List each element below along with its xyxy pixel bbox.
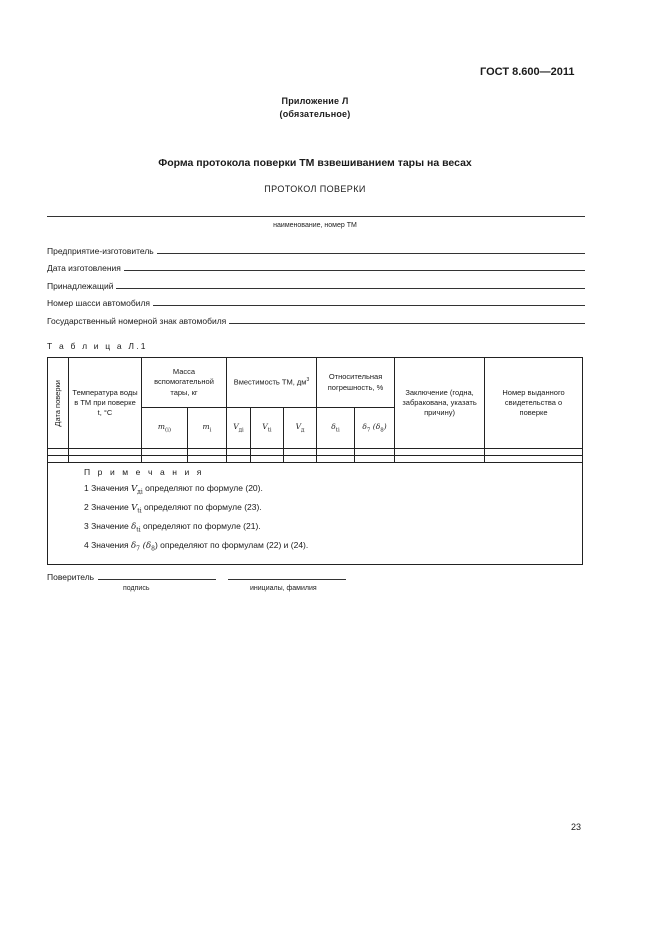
capacity-unit-sup: 3 [306, 377, 310, 384]
notes-cell [48, 463, 583, 565]
capacity-label: Вместимость ТМ, дм [233, 377, 307, 387]
symbol-d7: $\delta_7$ $(\delta_8)$ [355, 408, 395, 449]
chassis-label: Номер шасси автомобиля [47, 298, 151, 308]
note-3: 3 Значение $\delta_{ti}$ определяют по формуле (21). [84, 520, 261, 534]
symbol-vti: $V_{ti}$ [251, 408, 284, 449]
capacity-header [227, 358, 317, 408]
signature-label: Поверитель [47, 572, 95, 582]
error-header: Относительная погрешность, % [317, 358, 395, 408]
standard-number: ГОСТ 8.600—2011 [480, 66, 575, 78]
name-line[interactable] [47, 216, 585, 217]
symbol-vd: $V_д$ [284, 408, 317, 449]
symbol-mi: $m_i$ [188, 408, 227, 449]
mass-header: Масса вспомогательной тары, кг [142, 358, 227, 408]
manufacturer-field[interactable] [47, 244, 585, 256]
table-caption: Т а б л и ц а Л.1 [47, 341, 148, 351]
table-row-blank-1[interactable] [48, 449, 583, 456]
signature-row [47, 572, 346, 582]
note-2: 2 Значение $V_{ti}$ определяют по формуле (23). [84, 502, 262, 515]
conclusion-header: Заключение (годна, забракована, указать причину) [395, 358, 485, 449]
name-signature-line[interactable] [228, 579, 346, 580]
manufacture-date-field[interactable] [47, 261, 585, 273]
symbol-dti: $\delta_{ti}$ [317, 408, 355, 449]
temperature-header: Температура воды в ТМ при поверке t, °С [69, 358, 142, 449]
plate-field[interactable] [47, 314, 585, 326]
owner-field[interactable] [47, 279, 585, 291]
note-1: 1 Значения $V_{дi}$ определяют по формуле (20). [84, 483, 263, 497]
signature-caption: подпись [123, 585, 150, 592]
notes-title: П р и м е ч а н и я [84, 467, 205, 477]
appendix-title: Приложение Л [281, 96, 349, 106]
plate-label: Государственный номерной знак автомобиля [47, 316, 227, 326]
page-number: 23 [571, 822, 582, 832]
name-caption: наименование, номер ТМ [273, 222, 357, 229]
signature-line[interactable] [98, 579, 216, 580]
name-caption-signature: инициалы, фамилия [250, 585, 317, 592]
note-4: 4 Значения $\delta_7$ $(\delta_8)$ определяют по формулам (22) и (24). [84, 539, 309, 553]
chassis-field[interactable] [47, 296, 585, 308]
protocol-title: ПРОТОКОЛ ПОВЕРКИ [264, 184, 366, 194]
manufacture-date-label: Дата изготовления [47, 263, 121, 273]
certificate-header: Номер выданного свидетельства о поверке [485, 358, 583, 449]
manufacturer-label: Предприятие-изготовитель [47, 246, 154, 256]
protocol-table [47, 357, 583, 565]
symbol-vdi: $V_{дi}$ [227, 408, 251, 449]
owner-label: Принадлежащий [47, 281, 114, 291]
date-header: Дата поверки [48, 358, 69, 449]
form-title: Форма протокола поверки ТМ взвешиванием тары на весах [158, 157, 472, 169]
appendix-status: (обязательное) [279, 109, 351, 119]
table-row-blank-2[interactable] [48, 456, 583, 463]
symbol-m0: $m_{(i)}$ [142, 408, 188, 449]
